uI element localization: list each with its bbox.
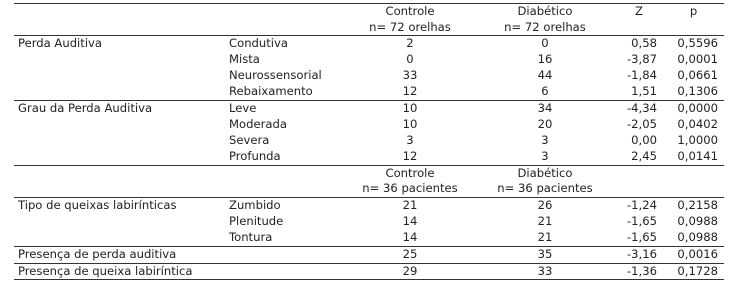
table-row [14,230,724,246]
cell-controle: 10 [402,100,418,115]
cell-diabetico: 21 [475,230,615,246]
cell-diabetico: 35 [475,246,615,263]
header-row-n [14,181,724,197]
row-subcategory: Leve [229,100,257,115]
cell-p: 0,0988 [677,213,718,228]
table-row [14,197,724,213]
row-subcategory: Condutiva [229,36,288,51]
cell-z: 0,58 [631,36,657,51]
row-subcategory: Tontura [225,230,345,246]
cell-controle: 2 [406,36,414,51]
cell-p: 0,5596 [677,36,718,51]
cell-controle: 33 [402,68,418,83]
cell-diabetico: 3 [541,132,549,147]
header-row [14,4,724,20]
summary-label: Presença de perda auditiva [14,246,345,263]
cell-controle: 29 [345,263,475,280]
table-row [14,133,724,149]
cell-p: 0,0001 [677,52,718,67]
header-controle-n: n= 72 orelhas [345,20,475,36]
group-label: Tipo de queixas labirínticas [18,197,177,212]
header-empty-cell [14,4,225,20]
cell-z: -1,24 [627,197,657,212]
row-subcategory: Rebaixamento [225,84,345,100]
table-row [14,117,724,133]
table-row [14,84,724,100]
cell-controle: 0 [406,52,414,67]
cell-p: 0,0402 [677,116,718,131]
cell-z: 2,45 [615,149,663,165]
group-label: Perda Auditiva [18,36,103,51]
header-controle: Controle [385,165,435,180]
cell-z: -1,84 [627,68,657,83]
table-row [14,52,724,68]
header-row-n [14,20,724,36]
table-row [14,36,724,52]
cell-controle: 10 [402,116,418,131]
cell-diabetico: 21 [537,213,553,228]
cell-z: -1,36 [615,263,663,280]
header-empty-cell [225,4,345,20]
row-subcategory: Neurossensorial [229,68,322,83]
cell-diabetico: 16 [537,52,553,67]
cell-p: 0,0661 [677,68,718,83]
header-controle: Controle [345,4,475,20]
cell-p: 0,0141 [663,149,724,165]
header-controle-n: n= 36 pacientes [345,181,475,197]
row-subcategory: Mista [229,52,260,67]
cell-z: -3,87 [627,52,657,67]
summary-row [14,263,724,280]
table-row [14,214,724,230]
cell-diabetico: 20 [537,116,553,131]
row-subcategory: Zumbido [229,197,281,212]
row-subcategory: Moderada [229,116,287,131]
cell-z: -3,16 [615,246,663,263]
row-subcategory: Severa [229,132,270,147]
cell-controle: 12 [345,84,475,100]
cell-z: -1,65 [615,230,663,246]
header-diabetico: Diabético [517,165,573,180]
cell-controle: 3 [406,132,414,147]
cell-p: 0,2158 [677,197,718,212]
cell-p: 0,1728 [663,263,724,280]
cell-z: 1,51 [615,84,663,100]
cell-diabetico: 44 [537,68,553,83]
cell-p: 1,0000 [677,132,718,147]
table-row [14,68,724,84]
table-row [14,100,724,116]
cell-z: -1,65 [627,213,657,228]
cell-z: 0,00 [631,132,657,147]
row-subcategory: Profunda [225,149,345,165]
cell-z: -2,05 [627,116,657,131]
cell-z: -4,34 [627,100,657,115]
statistics-table [14,3,724,280]
cell-p: 0,0988 [663,230,724,246]
cell-controle: 25 [345,246,475,263]
header-diabetico-n: n= 36 pacientes [475,181,615,197]
row-subcategory: Plenitude [229,213,284,228]
cell-diabetico: 0 [541,36,549,51]
header-row [14,165,724,181]
cell-p: 0,0000 [677,100,718,115]
cell-diabetico: 3 [475,149,615,165]
cell-diabetico: 33 [475,263,615,280]
cell-p: 0,1306 [663,84,724,100]
header-z: Z [615,4,663,20]
header-diabetico: Diabético [475,4,615,20]
cell-diabetico: 26 [537,197,553,212]
summary-label: Presença de queixa labiríntica [14,263,345,280]
cell-p: 0,0016 [663,246,724,263]
cell-diabetico: 34 [537,100,553,115]
cell-diabetico: 6 [475,84,615,100]
summary-row [14,246,724,263]
table-row [14,149,724,165]
group-label: Grau da Perda Auditiva [18,100,153,115]
cell-controle: 14 [402,213,418,228]
cell-controle: 12 [345,149,475,165]
header-diabetico-n: n= 72 orelhas [475,20,615,36]
cell-controle: 21 [402,197,418,212]
cell-controle: 14 [345,230,475,246]
header-p: p [663,4,724,20]
